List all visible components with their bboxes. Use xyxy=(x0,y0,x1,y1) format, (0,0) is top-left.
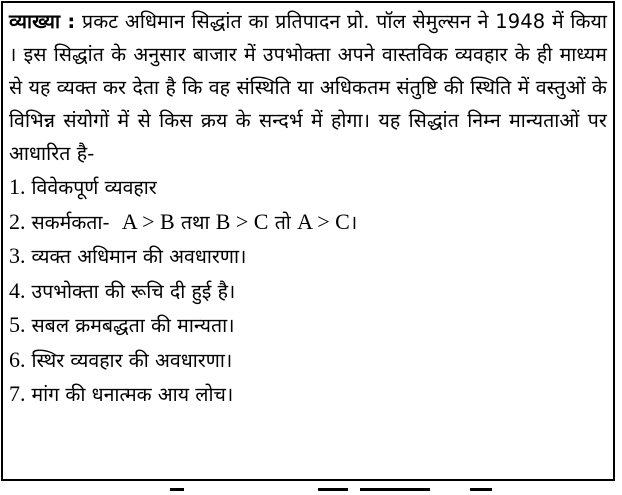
item-text: व्यक्त अधिमान की अवधारणा। xyxy=(31,245,247,268)
list-item xyxy=(9,239,607,274)
relation-expression: A > B xyxy=(121,208,175,234)
explanation-text: प्रकट अधिमान सिद्धांत का प्रतिपादन प्रो. पॉल सेमुल्सन ने 1948 में किया । इस सिद्धांत के अनुसार बाजार में उपभोक्ता अपने वास्तविक व्यवहार के ही माध्यम से यह व्यक्त कर देता है कि वह संस्थिति या अधिकतम संतुष्टि की स्थिति में वस्तुओं के विभिन्न संयोगों में से किस क्रय के सन्दर्भ में होगा। यह सिद्धांत निम्न मान्यताओं पर आधारित है- xyxy=(9,10,607,165)
text-fragment xyxy=(318,488,348,491)
item-text: तो xyxy=(274,210,291,234)
item-text: । xyxy=(349,210,358,234)
relation-expression: A > C xyxy=(297,208,350,234)
list-item xyxy=(9,343,607,378)
item-text: मांग की धनात्मक आय लोच। xyxy=(31,383,234,406)
item-text: विवेकपूर्ण व्यवहार xyxy=(31,176,157,199)
item-text: उपभोक्ता की रूचि दी हुई है। xyxy=(31,279,236,303)
cropped-next-line xyxy=(0,484,622,495)
item-number: 3. xyxy=(9,243,26,268)
text-box xyxy=(1,1,615,481)
list-item xyxy=(9,274,607,309)
item-number: 6. xyxy=(9,346,26,372)
text-fragment xyxy=(360,488,430,491)
explanation-paragraph xyxy=(9,5,607,170)
list-item xyxy=(9,205,607,240)
item-text: सकर्मकता- xyxy=(31,210,110,234)
item-number: 2. xyxy=(9,208,26,234)
item-text: तथा xyxy=(180,210,210,234)
item-number: 5. xyxy=(9,312,26,337)
item-text: सबल क्रमबद्धता की मान्यता। xyxy=(31,314,235,337)
item-number: 7. xyxy=(9,381,26,406)
list-item xyxy=(9,170,607,205)
list-item xyxy=(9,377,607,412)
item-text: स्थिर व्यवहार की अवधारणा। xyxy=(31,348,233,372)
text-fragment xyxy=(170,488,184,491)
item-number: 4. xyxy=(9,277,26,303)
item-number: 1. xyxy=(9,174,26,199)
relation-expression: B > C xyxy=(215,208,269,234)
list-item xyxy=(9,308,607,343)
assumptions-list xyxy=(9,170,607,412)
text-fragment xyxy=(470,488,492,491)
explanation-term: व्याख्या : xyxy=(9,10,76,33)
